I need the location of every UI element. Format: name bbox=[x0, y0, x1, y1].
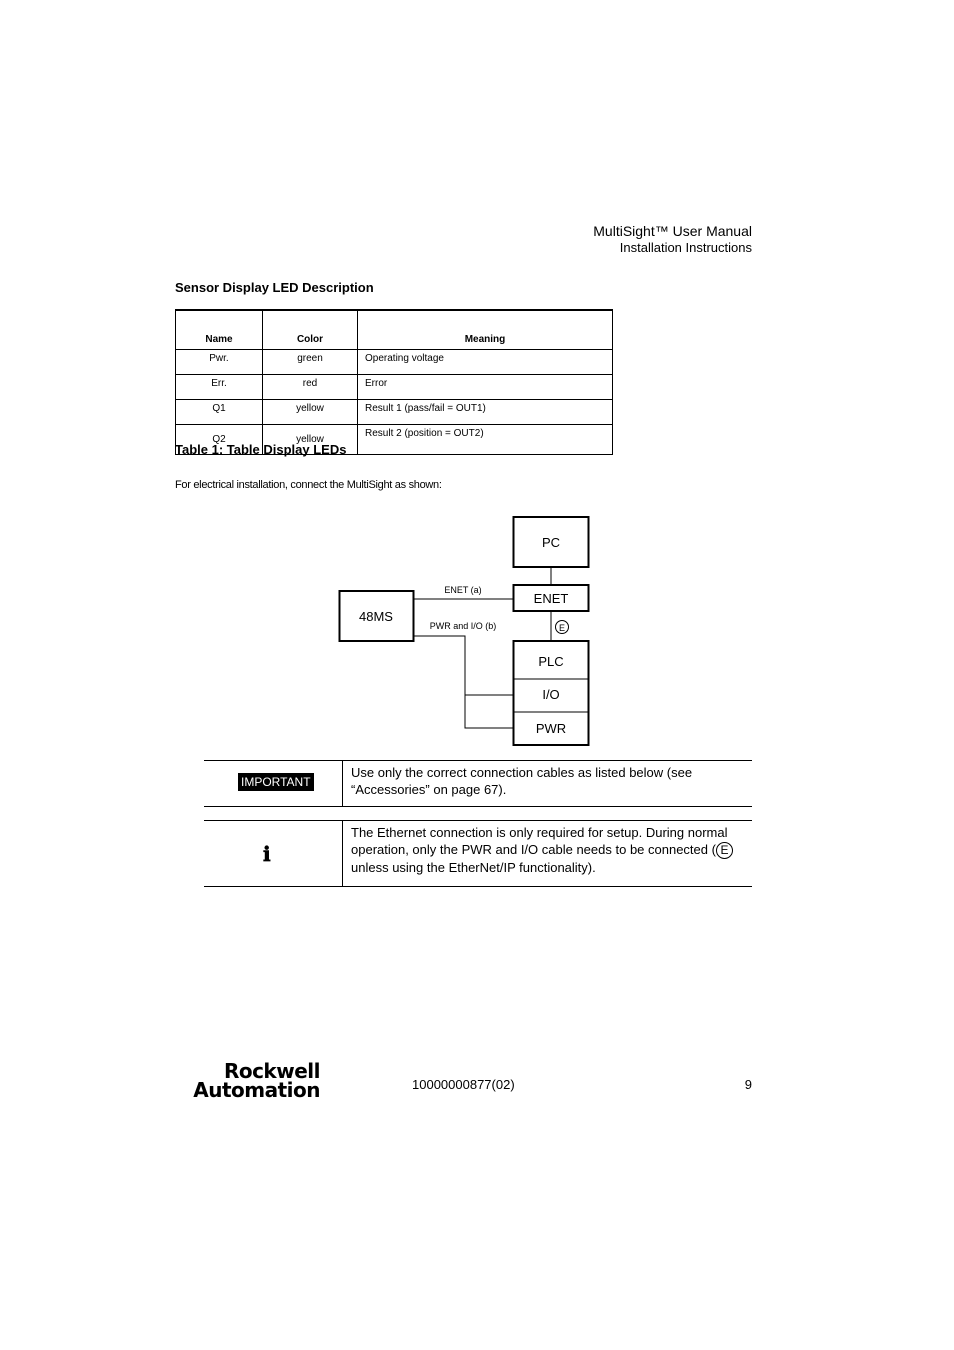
column-header: Name bbox=[176, 310, 263, 350]
sensor-label: 48MS bbox=[359, 609, 393, 624]
manual-subtitle: Installation Instructions bbox=[619, 240, 752, 255]
pc-label: PC bbox=[541, 535, 561, 550]
logo-line: Rockwell bbox=[223, 1059, 320, 1083]
e-marker-icon: E bbox=[716, 842, 733, 859]
note-rule bbox=[204, 820, 752, 821]
pwr-cable-label: PWR and I/O (b) bbox=[429, 621, 497, 631]
e-marker-label: E bbox=[558, 623, 566, 633]
enet-label: ENET bbox=[533, 591, 569, 606]
led-meaning: Operating voltage bbox=[358, 350, 613, 375]
info-note-text bbox=[351, 824, 751, 876]
manual-title: MultiSight™ User Manual bbox=[593, 223, 752, 239]
page-number: 9 bbox=[744, 1077, 752, 1092]
note-rule bbox=[204, 886, 752, 887]
rockwell-automation-logo bbox=[176, 1059, 320, 1102]
led-name: Pwr. bbox=[176, 350, 263, 375]
note-rule bbox=[204, 806, 752, 807]
led-color: yellow bbox=[263, 400, 358, 425]
led-color: red bbox=[263, 375, 358, 400]
section-title: Sensor Display LED Description bbox=[175, 280, 374, 295]
io-label: I/O bbox=[542, 687, 560, 702]
led-meaning: Result 1 (pass/fail = OUT1) bbox=[358, 400, 613, 425]
led-name: Q1 bbox=[176, 400, 263, 425]
info-text-start: The Ethernet connection is only required for setup. During normal operation, only the PWR and I/O cable needs to be connected ( bbox=[351, 825, 728, 857]
pwr-label: PWR bbox=[535, 721, 567, 736]
led-color: yellow bbox=[263, 425, 358, 455]
led-color: green bbox=[263, 350, 358, 375]
column-header: Color bbox=[263, 310, 358, 350]
important-note-text: Use only the correct connection cables as listed below (see “Accessories” on page 67). bbox=[351, 765, 693, 797]
pwr-cable-line bbox=[414, 636, 513, 728]
note-divider bbox=[342, 760, 343, 806]
table-caption: Table 1: Table Display LEDs bbox=[175, 442, 347, 457]
led-meaning: Result 2 (position = OUT2) bbox=[358, 425, 613, 455]
note-divider bbox=[342, 820, 343, 886]
led-name: Q2 bbox=[176, 425, 263, 455]
column-header: Meaning bbox=[358, 310, 613, 350]
important-badge: IMPORTANT bbox=[238, 773, 314, 791]
led-name: Err. bbox=[176, 375, 263, 400]
info-icon: ℹ bbox=[263, 842, 271, 866]
plc-label: PLC bbox=[538, 654, 564, 669]
note-rule bbox=[204, 760, 752, 761]
document-number: 10000000877(02) bbox=[412, 1077, 515, 1092]
logo-line: Automation bbox=[193, 1078, 320, 1102]
intro-text: For electrical installation, connect the MultiSight as shown: bbox=[175, 479, 442, 491]
led-meaning: Error bbox=[358, 375, 613, 400]
enet-cable-label: ENET (a) bbox=[444, 585, 482, 595]
info-text-end: unless using the EtherNet/IP functionality). bbox=[351, 860, 596, 876]
